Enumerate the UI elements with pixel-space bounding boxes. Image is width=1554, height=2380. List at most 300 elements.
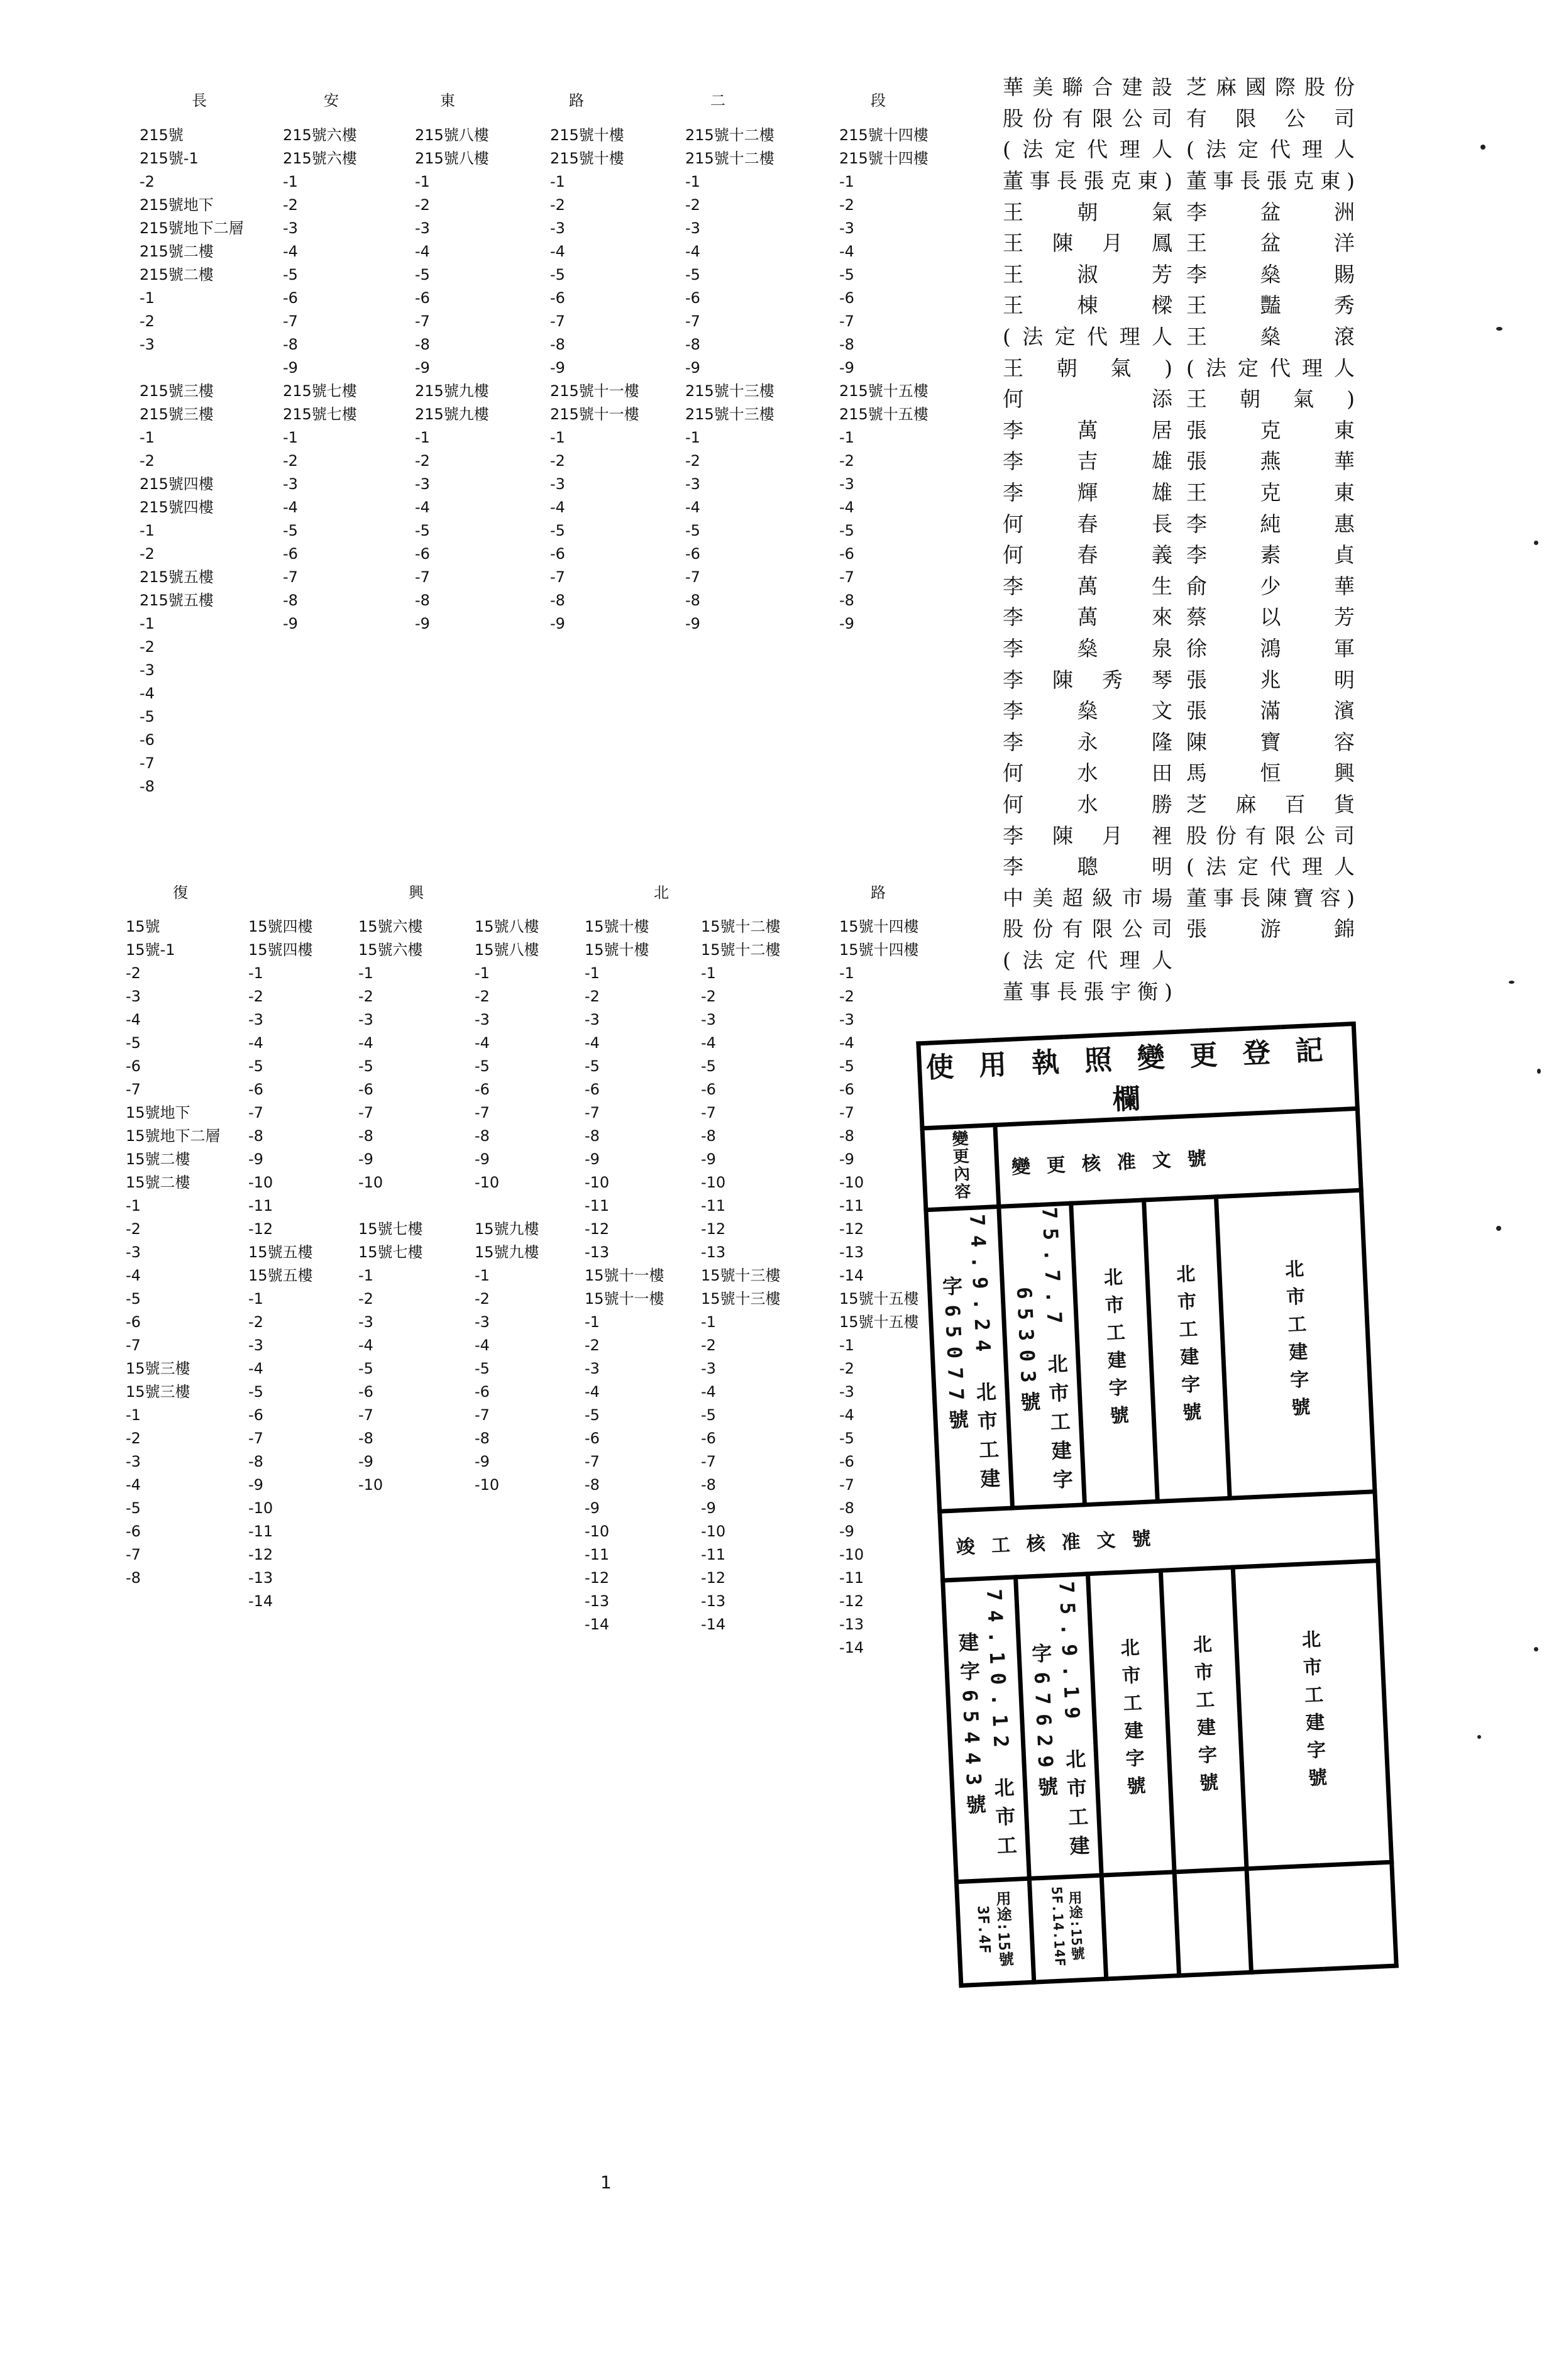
stamp-row2-completion: 75.9.19 北市工建字67629號 [1015,1574,1101,1879]
owner-left: 何水田 [1003,761,1172,786]
unit-entry: -5 [550,522,565,539]
road-char: 東 [440,92,456,109]
unit-entry: -3 [140,661,155,679]
unit-column [839,915,919,1660]
unit-entry: -3 [358,1313,373,1331]
unit-entry: -9 [475,1453,490,1470]
unit-entry: 15號十五樓 [839,1313,919,1331]
unit-entry: -1 [685,173,700,190]
owner-left: (法定代理人 [1003,137,1172,162]
unit-entry: -8 [475,1430,490,1447]
unit-entry: -7 [126,1546,141,1563]
stamp-row4-completion: 北市工建字號 [1160,1567,1247,1872]
unit-entry: 15號十樓 [585,941,649,959]
unit-entry: -5 [585,1406,600,1424]
unit-column [839,124,929,636]
stamp-row4-change: 北市工建字號 [1143,1197,1230,1502]
unit-entry: -7 [415,568,430,586]
unit-entry [140,356,244,380]
unit-column [126,915,221,1590]
unit-column [415,124,489,636]
owner-right: 王燊滾 [1186,324,1355,350]
unit-entry: -5 [701,1406,716,1424]
unit-entry: -2 [550,452,565,470]
unit-entry: -1 [140,522,155,539]
unit-entry: -8 [475,1127,490,1145]
unit-entry: -3 [248,1011,263,1028]
unit-entry: -2 [140,312,155,330]
unit-entry: -7 [839,1104,854,1121]
unit-entry: -5 [126,1499,141,1517]
unit-entry: 15號地下二層 [126,1127,221,1145]
owner-row [1003,476,1355,507]
unit-entry: -9 [283,359,298,377]
unit-entry: -9 [685,359,700,377]
unit-entry: 15號八樓 [475,941,539,959]
unit-entry: -8 [685,336,700,353]
unit-entry: -13 [585,1592,610,1610]
owner-right: 張游錦 [1186,917,1355,942]
unit-entry: -4 [415,243,430,260]
unit-entry: -1 [701,964,716,982]
unit-entry: -4 [126,1267,141,1284]
unit-entry: -9 [585,1150,600,1168]
unit-entry: 215號十一樓 [550,382,639,400]
unit-entry: -7 [475,1104,490,1121]
unit-entry: -1 [358,1267,373,1284]
unit-entry: -7 [585,1104,600,1121]
owner-row [1003,351,1355,382]
owner-row [1003,694,1355,725]
unit-entry [475,1194,539,1218]
unit-entry: -2 [358,1290,373,1308]
unit-entry: -11 [839,1569,864,1587]
road-char: 二 [710,92,727,109]
owner-row [1003,102,1355,133]
unit-entry: -2 [475,988,490,1005]
unit-entry: -9 [358,1453,373,1470]
unit-entry: 15號三樓 [126,1360,190,1377]
unit-entry: -1 [283,173,298,190]
unit-column [475,915,539,1497]
owner-row [1003,320,1355,351]
unit-entry: -4 [585,1383,600,1401]
unit-entry: -1 [685,429,700,446]
unit-entry: -4 [685,243,700,260]
unit-entry: -3 [550,475,565,493]
unit-entry: -4 [126,1476,141,1494]
unit-entry: -8 [685,592,700,609]
unit-entry: -5 [839,1430,854,1447]
owner-row [1003,663,1355,694]
unit-entry: 15號四樓 [248,918,313,935]
unit-entry: -1 [550,173,565,190]
unit-entry: -9 [550,359,565,377]
unit-entry: -1 [140,615,155,632]
unit-entry: -2 [126,964,141,982]
unit-entry: -10 [248,1174,273,1191]
unit-entry: 15號十五樓 [839,1290,919,1308]
unit-entry: -3 [839,1383,854,1401]
unit-entry: 215號十三樓 [685,382,774,400]
unit-entry: -12 [701,1220,726,1238]
owner-left: 李萬生 [1003,573,1172,598]
unit-entry: -4 [550,499,565,516]
unit-entry: -2 [475,1290,490,1308]
unit-entry: -2 [585,988,600,1005]
stamp-row2-content: 用途:15號 5F.14.14F [1029,1875,1106,1982]
road-char: 安 [324,92,340,109]
unit-entry: -7 [283,312,298,330]
unit-entry: -4 [283,243,298,260]
owner-left: 李燊文 [1003,698,1172,724]
unit-entry: -5 [126,1290,141,1308]
unit-entry: -8 [248,1453,263,1470]
owner-left: 股份有限公司 [1003,917,1172,942]
unit-entry: -6 [283,545,298,563]
owner-row [1003,570,1355,601]
unit-column [585,915,664,1636]
unit-entry: -7 [685,312,700,330]
unit-entry: -7 [140,754,155,772]
road-char: 長 [192,92,208,109]
unit-entry: 215號八樓 [415,126,489,144]
unit-entry: -2 [550,196,565,214]
unit-entry: -10 [839,1174,864,1191]
unit-entry: -4 [358,1336,373,1354]
unit-entry: -10 [358,1476,383,1494]
unit-entry: -2 [140,173,155,190]
unit-entry: 215號九樓 [415,382,489,400]
unit-entry: 15號九樓 [475,1243,539,1261]
unit-entry: -2 [358,988,373,1005]
unit-entry: 215號二樓 [140,243,214,260]
owner-left: 王淑芳 [1003,262,1172,287]
unit-entry: -2 [140,452,155,470]
unit-entry: 15號七樓 [358,1220,423,1238]
unit-entry: -6 [140,731,155,749]
stamp-row5-content [1247,1862,1396,1972]
unit-entry: -11 [701,1197,726,1215]
stamp-row3-change: 北市工建字號 [1071,1200,1157,1505]
unit-entry: -4 [550,243,565,260]
unit-entry: -14 [839,1639,864,1656]
unit-entry: -12 [248,1546,273,1563]
unit-entry: -5 [839,1057,854,1075]
unit-entry: -6 [585,1430,600,1447]
owner-left: 李永隆 [1003,729,1172,754]
unit-entry: -6 [126,1057,141,1075]
unit-entry: -6 [701,1081,716,1098]
unit-entry: -7 [126,1081,141,1098]
owner-row [1003,414,1355,445]
unit-entry: -4 [475,1034,490,1052]
owner-left: 董事長張克東) [1003,168,1172,194]
unit-entry: -9 [248,1150,263,1168]
unit-entry: -3 [126,1453,141,1470]
stamp-row1-change: 74.9.24 北市工建字65077號 [926,1206,1012,1511]
owner-row [1003,258,1355,289]
owner-right: 俞少華 [1186,573,1355,598]
unit-entry: -1 [415,173,430,190]
unit-entry: -4 [248,1360,263,1377]
unit-entry: -7 [415,312,430,330]
owner-row [1003,850,1355,881]
unit-entry: -5 [839,266,854,284]
unit-entry: -1 [140,429,155,446]
owner-left: 李燊泉 [1003,636,1172,661]
road-char: 路 [569,92,585,109]
unit-entry: -4 [415,499,430,516]
unit-entry: -3 [585,1011,600,1028]
unit-column [550,124,639,636]
owner-left: 王棟樑 [1003,293,1172,318]
owner-left: 股份有限公司 [1003,106,1172,131]
unit-entry: 215號十五樓 [839,382,929,400]
owner-right: (法定代理人 [1186,137,1355,162]
unit-entry: 15號十四樓 [839,918,919,935]
unit-entry: -6 [839,545,854,563]
unit-entry: -7 [475,1406,490,1424]
owner-row [1003,289,1355,320]
unit-entry: -14 [585,1616,610,1633]
unit-entry: -9 [839,1523,854,1540]
unit-entry: -5 [475,1057,490,1075]
owner-right: 張克東 [1186,417,1355,443]
unit-entry: -1 [839,173,854,190]
unit-entry: -2 [140,545,155,563]
unit-entry: -6 [415,289,430,307]
unit-entry: -1 [126,1197,141,1215]
unit-entry: 15號四樓 [248,941,313,959]
unit-entry: 215號十一樓 [550,405,639,423]
road-char: 北 [654,884,670,901]
unit-entry: -1 [701,1313,716,1331]
unit-entry: -9 [839,1150,854,1168]
unit-entry: -3 [475,1011,490,1028]
unit-entry: -2 [839,988,854,1005]
unit-entry: 215號十三樓 [685,405,774,423]
unit-entry: -2 [248,988,263,1005]
unit-entry: -6 [585,1081,600,1098]
unit-entry: -11 [248,1197,273,1215]
unit-entry: -4 [701,1383,716,1401]
unit-entry: -12 [839,1220,864,1238]
unit-entry: -9 [358,1150,373,1168]
unit-entry: -7 [685,568,700,586]
unit-column [140,124,244,798]
owner-left: 何春長 [1003,511,1172,536]
unit-entry: -1 [839,1336,854,1354]
unit-entry: 15號十三樓 [701,1290,781,1308]
unit-entry: 15號十一樓 [585,1290,664,1308]
unit-entry: -1 [550,429,565,446]
unit-entry: -7 [839,1476,854,1494]
unit-entry: -3 [358,1011,373,1028]
unit-entry: 15號五樓 [248,1267,313,1284]
unit-entry: -11 [701,1546,726,1563]
unit-entry: -1 [283,429,298,446]
unit-entry: -6 [701,1430,716,1447]
owner-left: 何水勝 [1003,791,1172,817]
unit-entry: 215號四樓 [140,475,214,493]
owner-row [1003,600,1355,632]
unit-entry: -13 [701,1243,726,1261]
owner-right: 李盆洲 [1186,199,1355,224]
unit-entry: 215號六樓 [283,126,357,144]
unit-entry: -7 [701,1104,716,1121]
unit-entry: -10 [585,1174,610,1191]
unit-entry: -7 [701,1453,716,1470]
unit-entry: -3 [701,1011,716,1028]
unit-entry: 15號十四樓 [839,941,919,959]
unit-entry: -9 [585,1499,600,1517]
owner-row [1003,818,1355,850]
unit-entry: -8 [415,592,430,609]
unit-entry: -1 [475,1267,490,1284]
owner-row [1003,632,1355,663]
unit-entry: -2 [685,196,700,214]
unit-entry: -5 [585,1057,600,1075]
unit-entry: -8 [140,778,155,795]
unit-entry: -2 [415,196,430,214]
owner-row [1003,444,1355,476]
unit-entry: 15號 [126,918,160,935]
unit-entry: -7 [126,1336,141,1354]
unit-entry: -3 [283,475,298,493]
owner-right: 陳寶容 [1186,729,1355,754]
unit-entry: -9 [248,1476,263,1494]
unit-column [283,124,357,636]
unit-entry: -12 [248,1220,273,1238]
unit-entry: 15號-1 [126,941,175,959]
unit-entry: 215號 [140,126,184,144]
unit-entry: 215號五樓 [140,568,214,586]
owner-right: 蔡以芳 [1186,605,1355,630]
unit-column [685,124,774,636]
unit-entry: -2 [701,988,716,1005]
unit-entry: -6 [839,289,854,307]
owner-row [1003,133,1355,164]
stamp-header-content: 變更內容 [922,1125,998,1210]
unit-entry: 215號四樓 [140,499,214,516]
unit-column [701,915,781,1636]
owner-left: (法定代理人 [1003,324,1172,350]
unit-entry: -3 [126,1243,141,1261]
unit-entry: -6 [126,1523,141,1540]
unit-entry: 215號-1 [140,150,199,167]
unit-entry: -4 [475,1336,490,1354]
unit-entry: -3 [685,475,700,493]
unit-entry: -11 [585,1197,610,1215]
unit-entry: -5 [140,708,155,725]
unit-entry: -1 [475,964,490,982]
unit-entry [358,1194,423,1218]
unit-entry: -3 [415,219,430,237]
unit-entry: -1 [415,429,430,446]
unit-entry: -10 [248,1499,273,1517]
unit-entry: -5 [475,1360,490,1377]
unit-entry: -1 [248,1290,263,1308]
owner-row [1003,881,1355,912]
unit-entry: 215號地下 [140,196,214,214]
unit-entry: -5 [358,1360,373,1377]
unit-entry: -9 [415,615,430,632]
owner-right: 張滿濱 [1186,698,1355,724]
unit-entry: -8 [126,1569,141,1587]
owner-left: (法定代理人 [1003,947,1172,972]
unit-entry: -7 [358,1406,373,1424]
unit-entry: -7 [550,568,565,586]
owner-row [1003,164,1355,196]
unit-entry: 15號十二樓 [701,941,781,959]
unit-entry: -7 [358,1104,373,1121]
unit-entry: -8 [839,336,854,353]
unit-entry: -6 [475,1081,490,1098]
owner-right: 張兆明 [1186,667,1355,692]
owner-row [1003,725,1355,756]
unit-entry: -14 [701,1616,726,1633]
unit-entry: -13 [585,1243,610,1261]
unit-entry: -2 [685,452,700,470]
unit-entry: -2 [126,1220,141,1238]
unit-entry: -3 [839,1011,854,1028]
unit-entry: -8 [701,1476,716,1494]
unit-entry: -8 [248,1127,263,1145]
owner-right: 王朝氣) [1186,387,1355,412]
unit-entry: 15號二樓 [126,1174,190,1191]
unit-entry: -10 [358,1174,383,1191]
unit-entry: -6 [839,1081,854,1098]
unit-entry: -13 [839,1616,864,1633]
unit-entry: -6 [475,1383,490,1401]
unit-entry: 215號十二樓 [685,126,774,144]
owner-right: 李燊賜 [1186,262,1355,287]
unit-entry: 215號三樓 [140,382,214,400]
owner-left: 李輝雄 [1003,480,1172,505]
unit-entry: -6 [550,545,565,563]
unit-entry: 215號十四樓 [839,150,929,167]
unit-entry: -2 [839,452,854,470]
unit-entry: -2 [585,1336,600,1354]
owner-left: 李萬來 [1003,605,1172,630]
owner-row [1003,944,1355,975]
owner-left: 王朝氣 [1003,199,1172,224]
owner-left: 王朝氣) [1003,355,1172,380]
unit-entry: -12 [701,1569,726,1587]
unit-entry: -7 [283,568,298,586]
unit-entry: 15號十一樓 [585,1267,664,1284]
owner-left: 李吉雄 [1003,449,1172,474]
owner-left: 董事長張宇衡) [1003,979,1172,1004]
unit-entry: 15號七樓 [358,1243,423,1261]
unit-entry: -4 [839,499,854,516]
unit-entry: -3 [685,219,700,237]
owner-row [1003,974,1355,1006]
unit-entry: -10 [701,1174,726,1191]
unit-entry: -2 [839,196,854,214]
unit-entry: -10 [839,1546,864,1563]
unit-entry: -5 [248,1057,263,1075]
unit-entry: -7 [248,1104,263,1121]
unit-entry: -2 [415,452,430,470]
stamp-row3-completion: 北市工建字號 [1088,1570,1174,1875]
unit-entry: 215號二樓 [140,266,214,284]
unit-entry: 215號九樓 [415,405,489,423]
stamp-row4-content [1174,1869,1252,1976]
unit-entry: -7 [839,312,854,330]
unit-entry: -8 [839,1499,854,1517]
